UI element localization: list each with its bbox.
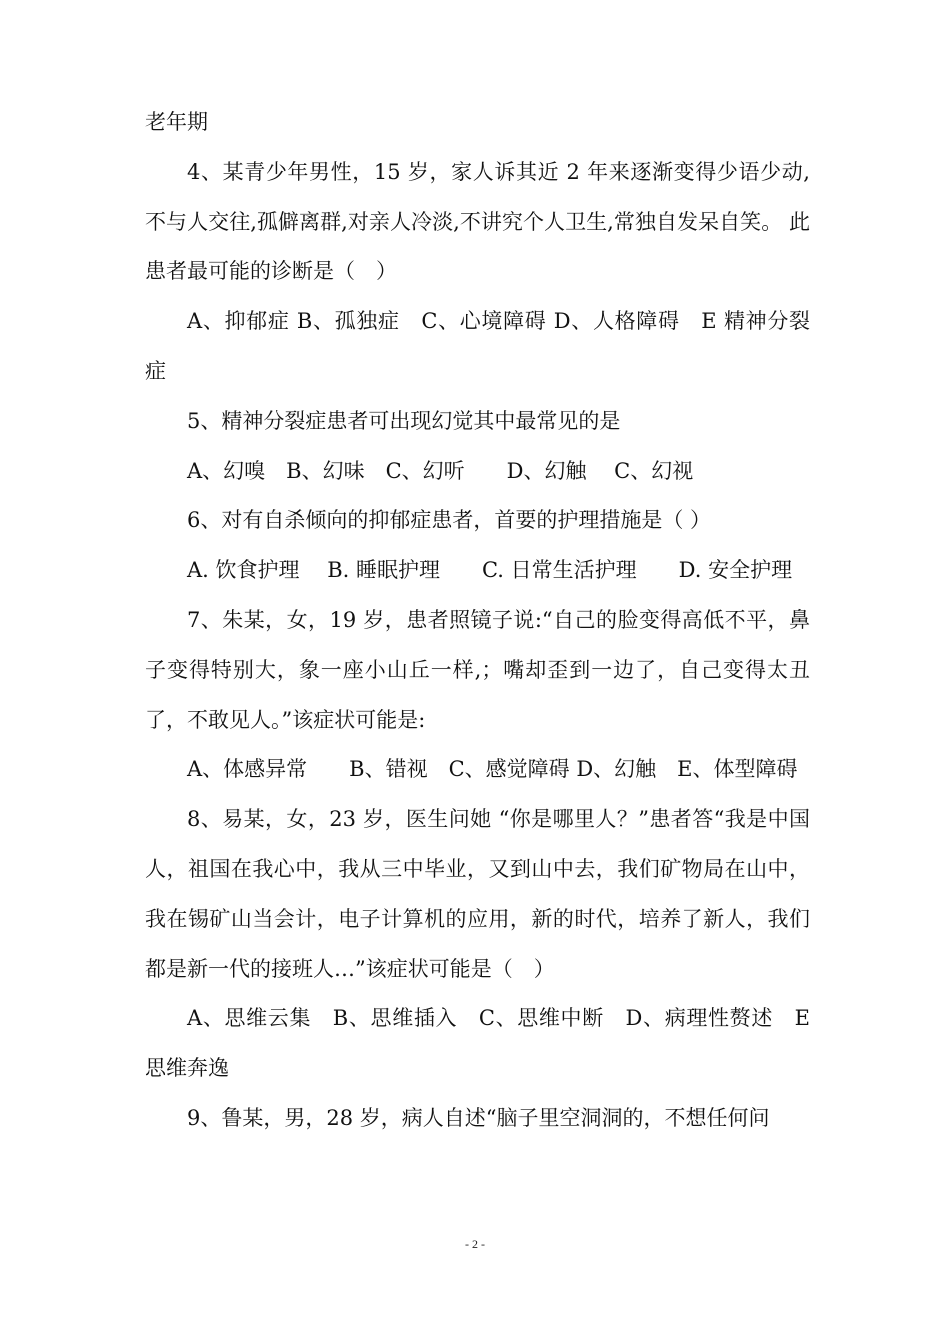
- question-7: 7、朱某，女，19 岁，患者照镜子说:“自己的脸变得高低不平，鼻子变得特别大，象一座小山丘一样,；嘴却歪到一边了，自己变得太丑了，不敢见人。”该症状可能是:: [145, 607, 810, 732]
- question-9: 9、鲁某，男，28 岁，病人自述“脑子里空洞洞的，不想任何问: [187, 1105, 770, 1130]
- document-body: [145, 98, 810, 1144]
- question-4-options: A、抑郁症 B、孤独症 C、心境障碍 D、人格障碍 E 精神分裂症: [145, 309, 810, 383]
- paragraph-continuation: 老年期: [145, 110, 208, 134]
- question-5: 5、精神分裂症患者可出现幻觉其中最常见的是: [187, 408, 621, 433]
- question-4: 4、某青少年男性，15 岁，家人诉其近 2 年来逐渐变得少语少动,不与人交往,孤僻离群,对亲人冷淡,不讲究个人卫生,常独自发呆自笑。 此患者最可能的诊断是（ ）: [145, 159, 810, 284]
- question-5-options: A、幻嗅 B、幻味 C、幻听 D、幻触 C、幻视: [187, 458, 694, 483]
- question-8: 8、易某，女，23 岁，医生问她 “你是哪里人？”患者答“我是中国人，祖国在我心中，我从三中毕业，又到山中去，我们矿物局在山中，我在锡矿山当会计，电子计算机的应用，新的时代，培养了新人，我们都是新一代的接班人…”该症状可能是（ ）: [145, 807, 810, 981]
- question-6-options: A. 饮食护理 B. 睡眠护理 C. 日常生活护理 D. 安全护理: [187, 558, 793, 583]
- page-number: - 2 -: [465, 1237, 485, 1251]
- question-6: 6、对有自杀倾向的抑郁症患者，首要的护理措施是（ ）: [187, 508, 712, 533]
- question-8-options: A、思维云集 B、思维插入 C、思维中断 D、病理性赘述 E 思维奔逸: [145, 1006, 810, 1081]
- question-7-options: A、体感异常 B、错视 C、感觉障碍 D、幻触 E、体型障碍: [187, 757, 798, 782]
